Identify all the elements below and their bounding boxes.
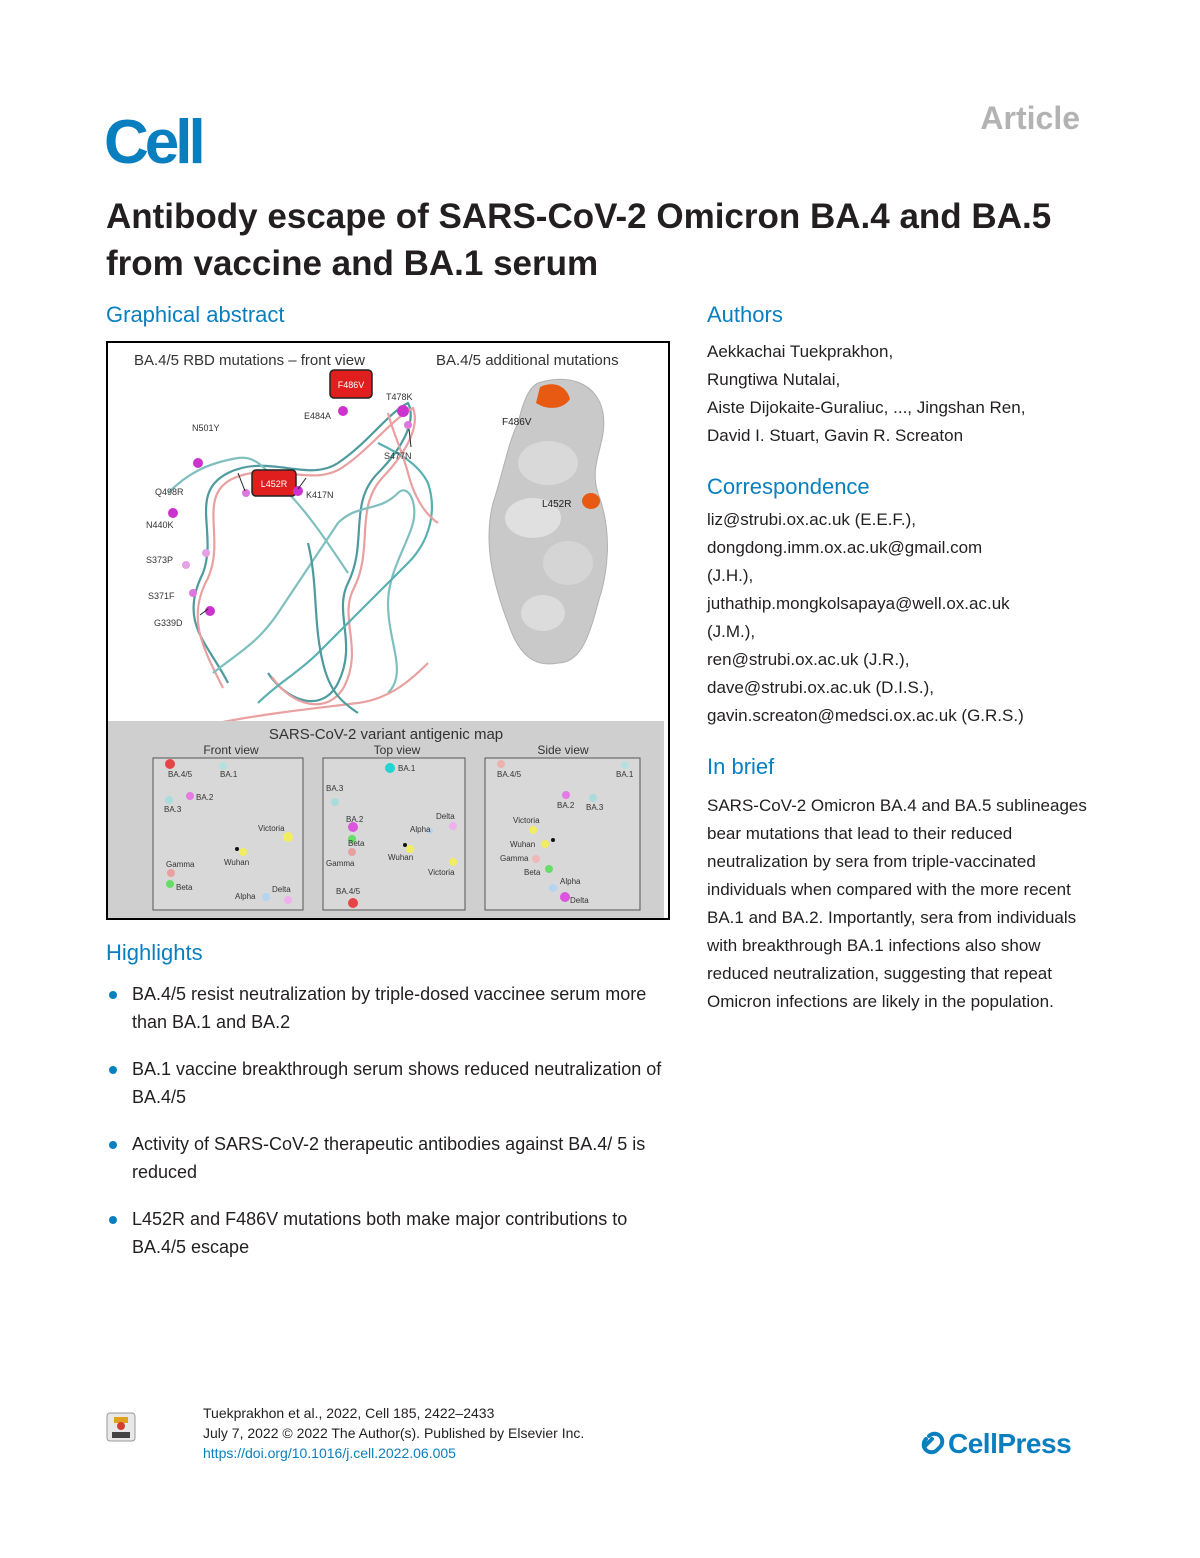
map-point — [348, 848, 356, 856]
highlight-item — [106, 1055, 686, 1111]
map-label: BA.1 — [398, 764, 416, 773]
map-label: BA.1 — [220, 770, 238, 779]
map-label: Alpha — [410, 825, 431, 834]
highlight-text: BA.1 vaccine breakthrough serum shows reduced neutralization of BA.4/5 — [132, 1059, 662, 1107]
front-view-panel-title: BA.4/5 RBD mutations – front view — [134, 352, 365, 369]
side-view-map — [485, 758, 640, 910]
map-point — [449, 858, 457, 866]
map-point — [549, 884, 557, 892]
map-label: BA.4/5 — [336, 887, 361, 896]
map-point — [165, 796, 173, 804]
map-point — [403, 843, 407, 847]
map-point — [551, 838, 555, 842]
map-point — [541, 840, 549, 848]
right-column — [707, 302, 1107, 1016]
map-point — [262, 893, 270, 901]
bullet-icon — [109, 1216, 117, 1224]
mutation-site — [293, 486, 303, 496]
correspondence-line[interactable]: dave@strubi.ox.ac.uk (D.I.S.), — [707, 678, 935, 697]
mutation-label: T478K — [386, 392, 413, 402]
map-point — [449, 822, 457, 830]
map-label: Delta — [272, 885, 291, 894]
author-line: Aekkachai Tuekprakhon, — [707, 342, 894, 361]
bullet-icon — [109, 991, 117, 999]
citation-line: Tuekprakhon et al., 2022, Cell 185, 2422–2433 — [203, 1405, 495, 1421]
map-point — [348, 898, 358, 908]
map-label: BA.4/5 — [168, 770, 193, 779]
author-line: David I. Stuart, Gavin R. Screaton — [707, 426, 964, 445]
author-line: Rungtiwa Nutalai, — [707, 370, 841, 389]
highlight-text: L452R and F486V mutations both make major contributions to BA.4/5 escape — [132, 1209, 628, 1257]
map-point — [589, 794, 597, 802]
map-label: BA.1 — [616, 770, 634, 779]
correspondence-heading: Correspondence — [707, 474, 870, 499]
antigenic-map-title: SARS-CoV-2 variant antigenic map — [268, 726, 504, 743]
correspondence-line[interactable]: ren@strubi.ox.ac.uk (J.R.), — [707, 650, 910, 669]
mutation-label: N440K — [146, 520, 174, 530]
map-label: Gamma — [500, 854, 529, 863]
map-point — [219, 762, 227, 770]
in-brief-heading: In brief — [707, 754, 775, 779]
map-point — [167, 869, 175, 877]
cell-logo: Cell — [104, 108, 202, 177]
label-leader-lines — [200, 429, 411, 615]
map-label: BA.3 — [164, 805, 182, 814]
map-label: Gamma — [166, 860, 195, 869]
map-point — [497, 760, 505, 768]
map-point — [165, 759, 175, 769]
highlight-item — [106, 1205, 686, 1261]
cellpress-logo — [918, 1428, 1071, 1460]
article-type-label: Article — [980, 100, 1080, 136]
map-label: Alpha — [560, 877, 581, 886]
map-label: Wuhan — [510, 840, 536, 849]
mutation-label: E484A — [304, 411, 332, 421]
map-point — [166, 880, 174, 888]
map-label: Alpha — [235, 892, 256, 901]
mutation-site — [202, 549, 210, 557]
check-for-updates-icon[interactable] — [106, 1412, 136, 1442]
graphical-abstract-figure — [106, 341, 670, 920]
publisher-name: CellPress — [948, 1428, 1072, 1459]
map-point — [186, 792, 194, 800]
map-point — [385, 763, 395, 773]
view-title: Side view — [537, 743, 589, 757]
map-label: BA.4/5 — [497, 770, 522, 779]
map-label: Victoria — [428, 868, 455, 877]
mutation-labels — [146, 392, 413, 628]
f486v-box-label: F486V — [337, 380, 365, 390]
mutation-label: S373P — [146, 555, 174, 565]
surface-label: F486V — [502, 417, 532, 428]
citation-block — [203, 1403, 584, 1463]
map-point — [621, 761, 629, 769]
map-point — [406, 845, 414, 853]
mutation-site — [193, 458, 203, 468]
in-brief-text: SARS-CoV-2 Omicron BA.4 and BA.5 sublineages bear mutations that lead to their reduced neutralization by sera from triple-vaccinated individuals when compared with the more recent BA.1 and BA.2. Importantly, sera from individuals with breakthrough BA.1 infections also show reduced neutralization, suggesting that repeat Omicron infections are likely in the population. — [707, 796, 1087, 1011]
mutation-site — [205, 606, 215, 616]
map-label: Victoria — [258, 824, 285, 833]
correspondence-line: (J.M.), — [707, 622, 756, 641]
map-label: Wuhan — [388, 853, 414, 862]
map-point — [331, 798, 339, 806]
map-point — [532, 855, 540, 863]
map-point — [235, 847, 239, 851]
map-label: Beta — [348, 839, 365, 848]
view-title: Top view — [373, 743, 421, 757]
cellpress-link-icon — [918, 1429, 948, 1457]
map-point — [562, 791, 570, 799]
map-label: Victoria — [513, 816, 540, 825]
mutation-site — [168, 508, 178, 518]
highlights-section — [106, 940, 686, 1280]
map-label: Beta — [176, 883, 193, 892]
l452r-surface-patch — [582, 493, 600, 509]
mutation-label: G339D — [154, 618, 183, 628]
top-view-map — [323, 758, 465, 910]
highlight-text: BA.4/5 resist neutralization by triple-dosed vaccinee serum more than BA.1 and BA.2 — [132, 984, 647, 1032]
map-point — [284, 896, 292, 904]
mutation-label: N501Y — [192, 423, 220, 433]
authors-heading: Authors — [707, 302, 783, 327]
bullet-icon — [109, 1141, 117, 1149]
author-line: Aiste Dijokaite-Guraliuc, ..., Jingshan Ren, — [707, 398, 1026, 417]
correspondence-line[interactable]: dongdong.imm.ox.ac.uk@gmail.com — [707, 538, 983, 557]
map-label: Delta — [436, 812, 455, 821]
citation-line: July 7, 2022 © 2022 The Author(s). Published by Elsevier Inc. — [203, 1425, 585, 1441]
map-label: Gamma — [326, 859, 355, 868]
map-label: Delta — [570, 896, 589, 905]
map-label: BA.2 — [196, 793, 214, 802]
map-label: BA.2 — [557, 801, 575, 810]
map-point — [283, 832, 293, 842]
authors-list — [707, 338, 1107, 450]
additional-mutations-panel-title: BA.4/5 additional mutations — [436, 352, 619, 369]
mutation-label: K417N — [306, 490, 334, 500]
correspondence-list — [707, 506, 1107, 730]
map-label: BA.2 — [346, 815, 364, 824]
map-label: BA.3 — [586, 803, 604, 812]
map-point — [560, 892, 570, 902]
mutation-site — [397, 405, 409, 417]
highlight-text: Activity of SARS-CoV-2 therapeutic antibodies against BA.4/ 5 is reduced — [132, 1134, 646, 1182]
mutation-site — [242, 489, 250, 497]
map-label: BA.3 — [326, 784, 344, 793]
correspondence-line[interactable]: liz@strubi.ox.ac.uk (E.E.F.), — [707, 510, 917, 529]
doi-link[interactable]: https://doi.org/10.1016/j.cell.2022.06.005 — [203, 1445, 456, 1461]
mutation-site — [182, 561, 190, 569]
mutation-label: Q498R — [155, 487, 184, 497]
mutation-label: S371F — [148, 591, 175, 601]
correspondence-line[interactable]: juthathip.mongkolsapaya@well.ox.ac.uk — [707, 594, 1010, 613]
map-point — [239, 848, 247, 856]
paper-title: Antibody escape of SARS-CoV-2 Omicron BA.4 and BA.5 from vaccine and BA.1 serum — [106, 197, 1052, 283]
mutation-site — [404, 421, 412, 429]
bullet-icon — [109, 1066, 117, 1074]
graphical-abstract-heading: Graphical abstract — [106, 302, 285, 327]
mutation-site — [189, 589, 197, 597]
map-point — [529, 826, 537, 834]
correspondence-line: (J.H.), — [707, 566, 754, 585]
correspondence-line[interactable]: gavin.screaton@medsci.ox.ac.uk (G.R.S.) — [707, 706, 1024, 725]
view-title: Front view — [203, 743, 259, 757]
highlight-item — [106, 980, 686, 1036]
graphical-abstract-svg — [108, 343, 668, 918]
mutation-label: S477N — [384, 451, 412, 461]
highlights-heading: Highlights — [106, 940, 203, 965]
l452r-box-label: L452R — [260, 479, 288, 489]
map-label: Beta — [524, 868, 541, 877]
highlights-list — [106, 980, 686, 1261]
front-view-map — [153, 758, 303, 910]
surface-label: L452R — [542, 499, 572, 510]
map-point — [545, 865, 553, 873]
map-label: Wuhan — [224, 858, 250, 867]
mutation-site — [338, 406, 348, 416]
highlight-item — [106, 1130, 686, 1186]
